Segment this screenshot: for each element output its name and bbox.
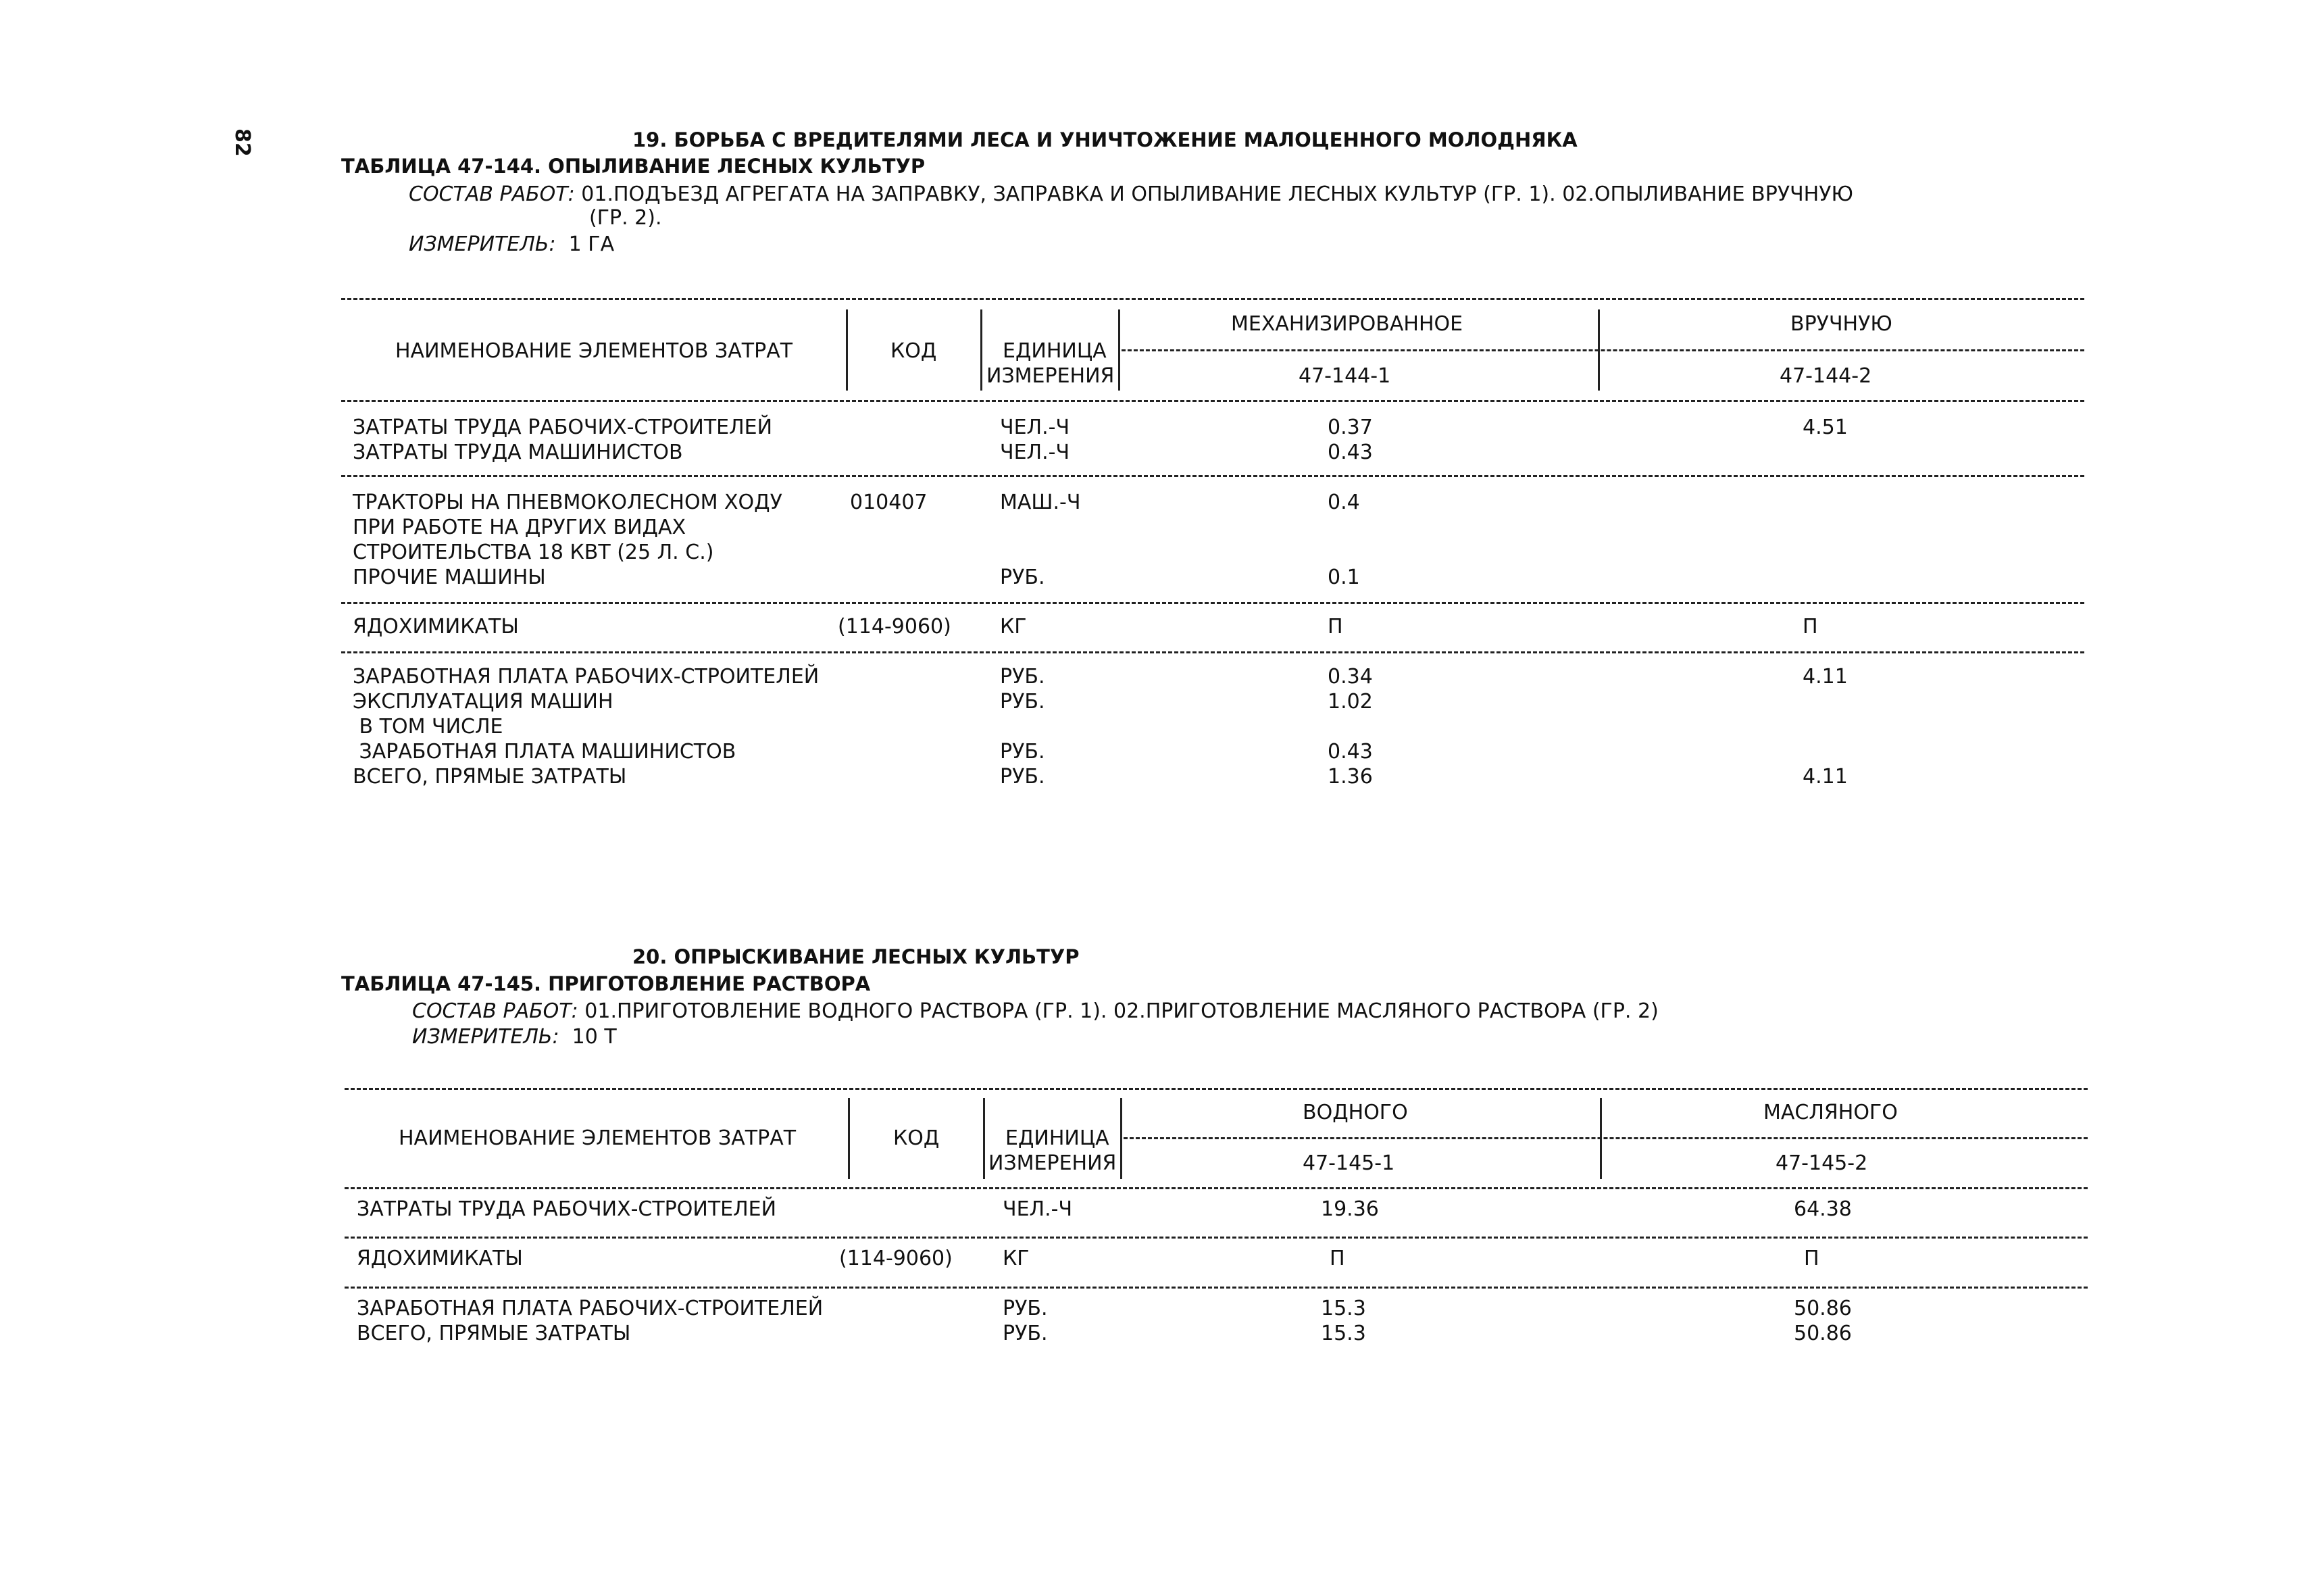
column-divider xyxy=(983,1098,985,1179)
section-19-title: 19. БОРЬБА С ВРЕДИТЕЛЯМИ ЛЕСА И УНИЧТОЖЕНИЕ МАЛОЦЕННОГО МОЛОДНЯКА xyxy=(632,128,1578,151)
row-unit: РУБ. xyxy=(1000,566,1045,589)
column-divider xyxy=(1120,1098,1122,1179)
group-rule xyxy=(345,1287,2088,1289)
row-unit: МАШ.-Ч xyxy=(1000,491,1081,514)
header-sub-rule xyxy=(1124,1137,2088,1139)
row-value-1: 0.1 xyxy=(1328,566,1360,589)
group-rule xyxy=(345,1237,2088,1239)
row-value-2: 50.86 xyxy=(1794,1297,1852,1320)
row-value-2: П xyxy=(1804,1247,1819,1270)
row-unit: РУБ. xyxy=(1003,1297,1048,1320)
column-divider xyxy=(846,309,848,391)
row-name: ЗАТРАТЫ ТРУДА РАБОЧИХ-СТРОИТЕЛЕЙ xyxy=(353,416,773,439)
header-group-water: ВОДНОГО xyxy=(1303,1101,1408,1124)
row-value-2: 50.86 xyxy=(1794,1322,1852,1345)
composition-line1: 01.ПОДЪЕЗД АГРЕГАТА НА ЗАПРАВКУ, ЗАПРАВКА И ОПЫЛИВАНИЕ ЛЕСНЫХ КУЛЬТУР (ГР. 1). 02.ОПЫЛИВАНИЕ ВРУЧНУЮ xyxy=(581,182,1853,206)
header-name: НАИМЕНОВАНИЕ ЭЛЕМЕНТОВ ЗАТРАТ xyxy=(395,339,793,363)
row-value-1: П xyxy=(1330,1247,1345,1270)
column-divider xyxy=(848,1098,850,1179)
row-unit: РУБ. xyxy=(1003,1322,1048,1345)
column-divider xyxy=(980,309,982,391)
row-name: СТРОИТЕЛЬСТВА 18 КВТ (25 Л. С.) xyxy=(353,541,714,564)
row-code: (114-9060) xyxy=(838,615,951,639)
header-group-manual: ВРУЧНУЮ xyxy=(1790,312,1892,336)
row-value-1: 0.34 xyxy=(1328,665,1373,689)
row-value-2: 64.38 xyxy=(1794,1197,1852,1221)
row-name: ЗАРАБОТНАЯ ПЛАТА МАШИНИСТОВ xyxy=(353,740,736,764)
row-name: ЭКСПЛУАТАЦИЯ МАШИН xyxy=(353,690,613,714)
row-name: В ТОМ ЧИСЛЕ xyxy=(353,715,503,739)
meter-label: ИЗМЕРИТЕЛЬ: xyxy=(409,232,556,256)
row-name: ЗАТРАТЫ ТРУДА МАШИНИСТОВ xyxy=(353,441,683,464)
header-code-47-145-1: 47-145-1 xyxy=(1303,1151,1395,1175)
row-name: ЗАРАБОТНАЯ ПЛАТА РАБОЧИХ-СТРОИТЕЛЕЙ xyxy=(357,1297,824,1320)
header-code-47-144-1: 47-144-1 xyxy=(1299,364,1391,388)
row-name: ВСЕГО, ПРЯМЫЕ ЗАТРАТЫ xyxy=(353,765,627,789)
row-value-1: 1.02 xyxy=(1328,690,1373,714)
row-name: ПРИ РАБОТЕ НА ДРУГИХ ВИДАХ xyxy=(353,516,686,539)
header-name: НАИМЕНОВАНИЕ ЭЛЕМЕНТОВ ЗАТРАТ xyxy=(399,1126,797,1150)
composition-label: СОСТАВ РАБОТ: xyxy=(412,999,578,1023)
header-unit-line2: ИЗМЕРЕНИЯ xyxy=(986,364,1115,388)
row-name: ЯДОХИМИКАТЫ xyxy=(357,1247,523,1270)
header-code-47-144-2: 47-144-2 xyxy=(1780,364,1872,388)
header-sub-rule xyxy=(1122,349,2084,351)
meter-value: 10 Т xyxy=(572,1025,617,1049)
row-value-1: 0.43 xyxy=(1328,740,1373,764)
row-unit: ЧЕЛ.-Ч xyxy=(1003,1197,1073,1221)
composition-19 xyxy=(409,184,1853,205)
meter-label: ИЗМЕРИТЕЛЬ: xyxy=(412,1025,559,1049)
row-value-1: 0.43 xyxy=(1328,441,1373,464)
page-number: 82 xyxy=(230,128,254,157)
row-name: ЗАРАБОТНАЯ ПЛАТА РАБОЧИХ-СТРОИТЕЛЕЙ xyxy=(353,665,820,689)
composition-line1: 01.ПРИГОТОВЛЕНИЕ ВОДНОГО РАСТВОРА (ГР. 1). 02.ПРИГОТОВЛЕНИЕ МАСЛЯНОГО РАСТВОРА (ГР. 2) xyxy=(584,999,1659,1023)
row-value-1: П xyxy=(1328,615,1343,639)
meter-19 xyxy=(409,234,614,255)
row-value-1: 1.36 xyxy=(1328,765,1373,789)
group-rule xyxy=(341,651,2084,653)
row-value-2: 4.51 xyxy=(1803,416,1848,439)
table-47-145-title: ТАБЛИЦА 47-145. ПРИГОТОВЛЕНИЕ РАСТВОРА xyxy=(341,972,871,995)
header-code-47-145-2: 47-145-2 xyxy=(1776,1151,1868,1175)
row-value-2: П xyxy=(1803,615,1818,639)
row-value-1: 15.3 xyxy=(1321,1297,1366,1320)
row-unit: РУБ. xyxy=(1000,740,1045,764)
row-code: (114-9060) xyxy=(839,1247,953,1270)
column-divider xyxy=(1118,309,1120,391)
row-unit: ЧЕЛ.-Ч xyxy=(1000,441,1070,464)
row-value-2: 4.11 xyxy=(1803,665,1848,689)
table-47-144-title: ТАБЛИЦА 47-144. ОПЫЛИВАНИЕ ЛЕСНЫХ КУЛЬТУР xyxy=(341,155,926,178)
row-name: ТРАКТОРЫ НА ПНЕВМОКОЛЕСНОМ ХОДУ xyxy=(353,491,782,514)
header-code: КОД xyxy=(893,1126,940,1150)
row-unit: КГ xyxy=(1000,615,1027,639)
section-20-title: 20. ОПРЫСКИВАНИЕ ЛЕСНЫХ КУЛЬТУР xyxy=(632,945,1080,968)
row-value-2: 4.11 xyxy=(1803,765,1848,789)
composition-line2: (ГР. 2). xyxy=(589,206,662,230)
row-name: ЯДОХИМИКАТЫ xyxy=(353,615,519,639)
row-value-1: 15.3 xyxy=(1321,1322,1366,1345)
row-unit: РУБ. xyxy=(1000,765,1045,789)
group-rule xyxy=(341,602,2084,604)
header-bottom-rule xyxy=(341,400,2084,402)
meter-20 xyxy=(412,1027,617,1047)
row-unit: ЧЕЛ.-Ч xyxy=(1000,416,1070,439)
meter-value: 1 ГА xyxy=(568,232,615,256)
row-value-1: 19.36 xyxy=(1321,1197,1379,1221)
composition-20 xyxy=(412,1001,1659,1022)
header-unit-line1: ЕДИНИЦА xyxy=(1003,339,1107,363)
header-group-oil: МАСЛЯНОГО xyxy=(1763,1101,1898,1124)
row-code: 010407 xyxy=(850,491,928,514)
row-value-1: 0.37 xyxy=(1328,416,1373,439)
header-group-mechanized: МЕХАНИЗИРОВАННОЕ xyxy=(1231,312,1463,336)
row-name: ПРОЧИЕ МАШИНЫ xyxy=(353,566,546,589)
composition-label: СОСТАВ РАБОТ: xyxy=(409,182,575,206)
row-value-1: 0.4 xyxy=(1328,491,1360,514)
row-name: ЗАТРАТЫ ТРУДА РАБОЧИХ-СТРОИТЕЛЕЙ xyxy=(357,1197,777,1221)
header-unit-line2: ИЗМЕРЕНИЯ xyxy=(988,1151,1117,1175)
header-code: КОД xyxy=(890,339,937,363)
table-top-rule xyxy=(341,298,2084,300)
row-unit: РУБ. xyxy=(1000,690,1045,714)
row-name: ВСЕГО, ПРЯМЫЕ ЗАТРАТЫ xyxy=(357,1322,631,1345)
row-unit: РУБ. xyxy=(1000,665,1045,689)
row-unit: КГ xyxy=(1003,1247,1030,1270)
group-rule xyxy=(341,475,2084,477)
header-bottom-rule xyxy=(345,1187,2088,1189)
header-unit-line1: ЕДИНИЦА xyxy=(1005,1126,1109,1150)
table-top-rule xyxy=(345,1088,2088,1090)
